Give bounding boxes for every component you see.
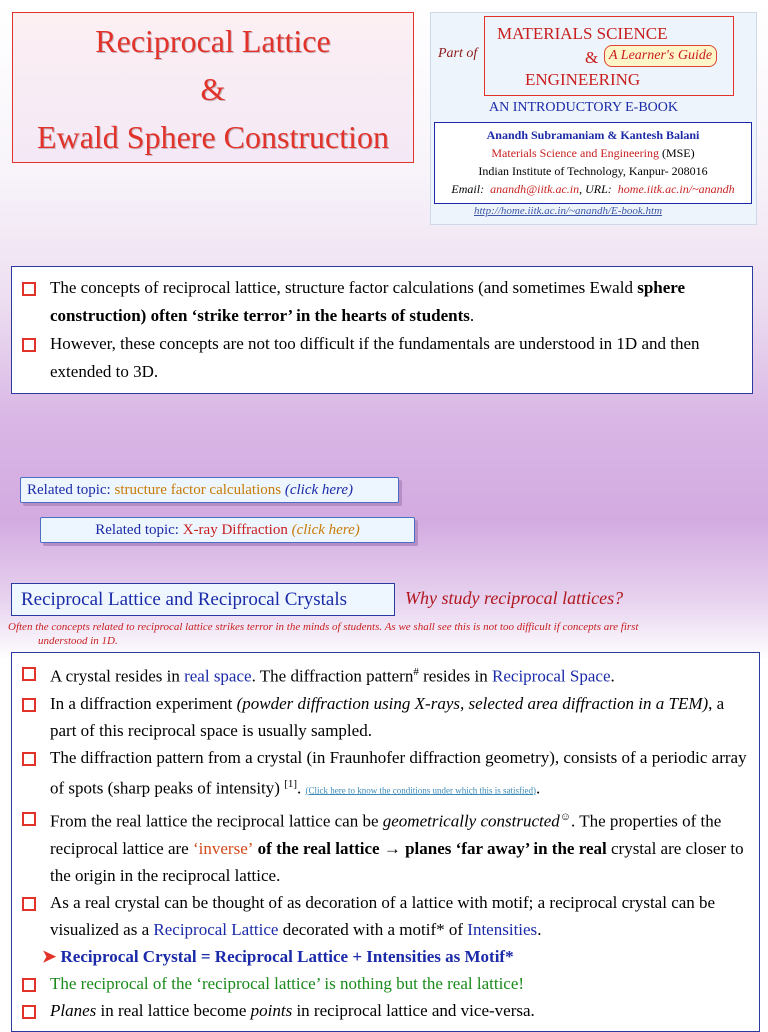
list-item bbox=[20, 997, 751, 1024]
text: decorated with a motif* of bbox=[278, 919, 468, 939]
text: From the real lattice the reciprocal lattice can be bbox=[50, 811, 383, 831]
intro-bullet-1-emphasis: sphere construction) often ‘strike terror’ in the hearts of students bbox=[50, 278, 686, 325]
homepage-link[interactable]: home.iitk.ac.in/~anandh bbox=[617, 182, 735, 196]
intro-box bbox=[11, 266, 753, 394]
related-topic-structure-factor-button[interactable] bbox=[20, 477, 399, 503]
checkbox-bullet-icon bbox=[22, 812, 36, 826]
main-content-box bbox=[11, 652, 760, 1032]
text: . bbox=[535, 778, 541, 798]
bullet-text bbox=[50, 744, 751, 805]
related-topic-name: structure factor calculations bbox=[114, 482, 282, 498]
bullet-text bbox=[50, 659, 615, 690]
title-line-2: & bbox=[200, 71, 226, 107]
list-item bbox=[20, 744, 751, 805]
text: geometrically constructed bbox=[382, 811, 560, 831]
text: in real lattice become bbox=[96, 1000, 251, 1020]
text: . The properties of the reciprocal lattice are bbox=[50, 811, 722, 858]
terror-note bbox=[8, 620, 758, 648]
title-box bbox=[12, 12, 414, 163]
contact-line: Email: anandh@iitk.ac.in, URL: home.iitk.ac.in/~anandh bbox=[451, 182, 735, 196]
text: A crystal resides in bbox=[50, 666, 185, 686]
checkbox-bullet-icon bbox=[22, 1005, 36, 1019]
checkbox-bullet-icon bbox=[22, 667, 36, 681]
checkbox-bullet-icon bbox=[22, 282, 36, 296]
related-topic-xray-button[interactable] bbox=[40, 517, 415, 543]
footnote-mark: # bbox=[413, 666, 419, 678]
bullet-text bbox=[50, 997, 535, 1024]
terror-note-line-1: Often the concepts related to reciprocal lattice strikes terror in the minds of students. As we shall see this is not too difficult if concepts are first bbox=[8, 621, 639, 633]
click-here-link[interactable]: (click here) bbox=[284, 482, 353, 498]
related-topic-name: X-ray Diffraction bbox=[182, 522, 288, 538]
text: . bbox=[537, 919, 542, 939]
text: (powder diffraction using X-rays, selected area diffraction in a TEM) bbox=[236, 693, 709, 713]
department-abbr: (MSE) bbox=[661, 146, 695, 160]
list-item bbox=[20, 804, 751, 889]
url-label: URL: bbox=[585, 182, 612, 196]
inverse-term: ‘inverse’ bbox=[192, 838, 254, 858]
section-heading: Reciprocal Lattice and Reciprocal Crystals bbox=[11, 583, 395, 616]
list-item bbox=[20, 330, 744, 386]
intro-bullet-1-part-1: The concepts of reciprocal lattice, structure factor calculations (and sometimes Ewald bbox=[50, 278, 633, 297]
email-link[interactable]: anandh@iitk.ac.in bbox=[490, 182, 580, 196]
checkbox-bullet-icon bbox=[22, 978, 36, 992]
bullet-text bbox=[50, 690, 751, 744]
bullet-text: The reciprocal of the ‘reciprocal lattice’ is nothing but the real lattice! bbox=[50, 973, 525, 993]
list-item bbox=[20, 659, 751, 690]
text: . bbox=[610, 666, 615, 686]
ebook-link[interactable]: http://home.iitk.ac.in/~anandh/E-book.htm bbox=[474, 205, 663, 217]
intensities-term: Intensities bbox=[467, 919, 538, 939]
book-title-ampersand: & bbox=[585, 48, 599, 67]
checkbox-bullet-icon bbox=[22, 752, 36, 766]
reciprocal-lattice-term: Reciprocal Lattice bbox=[153, 919, 279, 939]
department-name: Materials Science and Engineering bbox=[491, 146, 659, 160]
checkbox-bullet-icon bbox=[22, 698, 36, 712]
institute: Indian Institute of Technology, Kanpur- 208016 bbox=[478, 164, 708, 178]
book-title-line-1: MATERIALS SCIENCE bbox=[497, 24, 668, 43]
sub-point bbox=[20, 943, 751, 970]
learners-guide-badge: A Learner's Guide bbox=[604, 45, 717, 67]
why-study-heading: Why study reciprocal lattices? bbox=[405, 588, 624, 608]
click-here-link[interactable]: (click here) bbox=[291, 522, 360, 538]
part-of-label: Part of bbox=[438, 46, 478, 61]
checkbox-bullet-icon bbox=[22, 897, 36, 911]
reciprocal-crystal-equation: Reciprocal Crystal = Reciprocal Lattice + Intensities as Motif* bbox=[60, 946, 514, 966]
text: In a diffraction experiment bbox=[50, 693, 237, 713]
text: . The diffraction pattern bbox=[251, 666, 414, 686]
list-item bbox=[20, 970, 751, 997]
text: The diffraction pattern from a crystal (in Fraunhofer diffraction geometry), consists of a periodic array of spots (sharp peaks of intensity) bbox=[50, 747, 747, 798]
text: points bbox=[250, 1000, 293, 1020]
reciprocal-space-term: Reciprocal Space bbox=[492, 666, 611, 686]
department-line bbox=[435, 144, 751, 162]
title-line-1: Reciprocal Lattice bbox=[95, 23, 331, 59]
text: Planes bbox=[50, 1000, 97, 1020]
book-title-line-2: ENGINEERING bbox=[525, 70, 641, 89]
author-info-box bbox=[434, 122, 752, 204]
related-prefix: Related topic: bbox=[95, 522, 183, 538]
reference-mark: [1] bbox=[284, 777, 298, 790]
list-item bbox=[20, 274, 744, 330]
text: crystal are closer to the origin in the reciprocal lattice. bbox=[50, 838, 744, 885]
text: As a real crystal can be thought of as decoration of a lattice with motif; a reciprocal crystal can be visualized as a bbox=[50, 892, 716, 939]
conditions-link[interactable]: (Click here to know the conditions under which this is satisfied) bbox=[305, 785, 536, 796]
related-prefix: Related topic: bbox=[27, 482, 115, 498]
list-item bbox=[20, 889, 751, 943]
title-line-3: Ewald Sphere Construction bbox=[37, 119, 389, 155]
arrow-bullet-icon: ➤ bbox=[42, 946, 57, 966]
text: . bbox=[297, 778, 306, 798]
intro-bullet-2: However, these concepts are not too difficult if the fundamentals are understood in 1D and then extended to 3D. bbox=[50, 334, 700, 381]
smiley-icon: ☺ bbox=[559, 811, 572, 824]
checkbox-bullet-icon bbox=[22, 338, 36, 352]
text: in reciprocal lattice and vice-versa. bbox=[292, 1000, 535, 1020]
bullet-text bbox=[50, 274, 744, 330]
text: resides in bbox=[418, 666, 493, 686]
list-item bbox=[20, 690, 751, 744]
text: of the real lattice → planes ‘far away’ in the real bbox=[253, 838, 607, 858]
bullet-text bbox=[50, 804, 751, 889]
bullet-text bbox=[50, 889, 751, 943]
ebook-subtitle: AN INTRODUCTORY E-BOOK bbox=[489, 100, 678, 115]
terror-note-line-2: understood in 1D. bbox=[38, 635, 118, 647]
text: , a part of this reciprocal space is usually sampled. bbox=[50, 693, 725, 740]
intro-bullet-1-end: . bbox=[469, 306, 475, 325]
real-space-term: real space bbox=[184, 666, 252, 686]
authors: Anandh Subramaniam & Kantesh Balani bbox=[486, 128, 700, 142]
email-label: Email: bbox=[451, 182, 485, 196]
